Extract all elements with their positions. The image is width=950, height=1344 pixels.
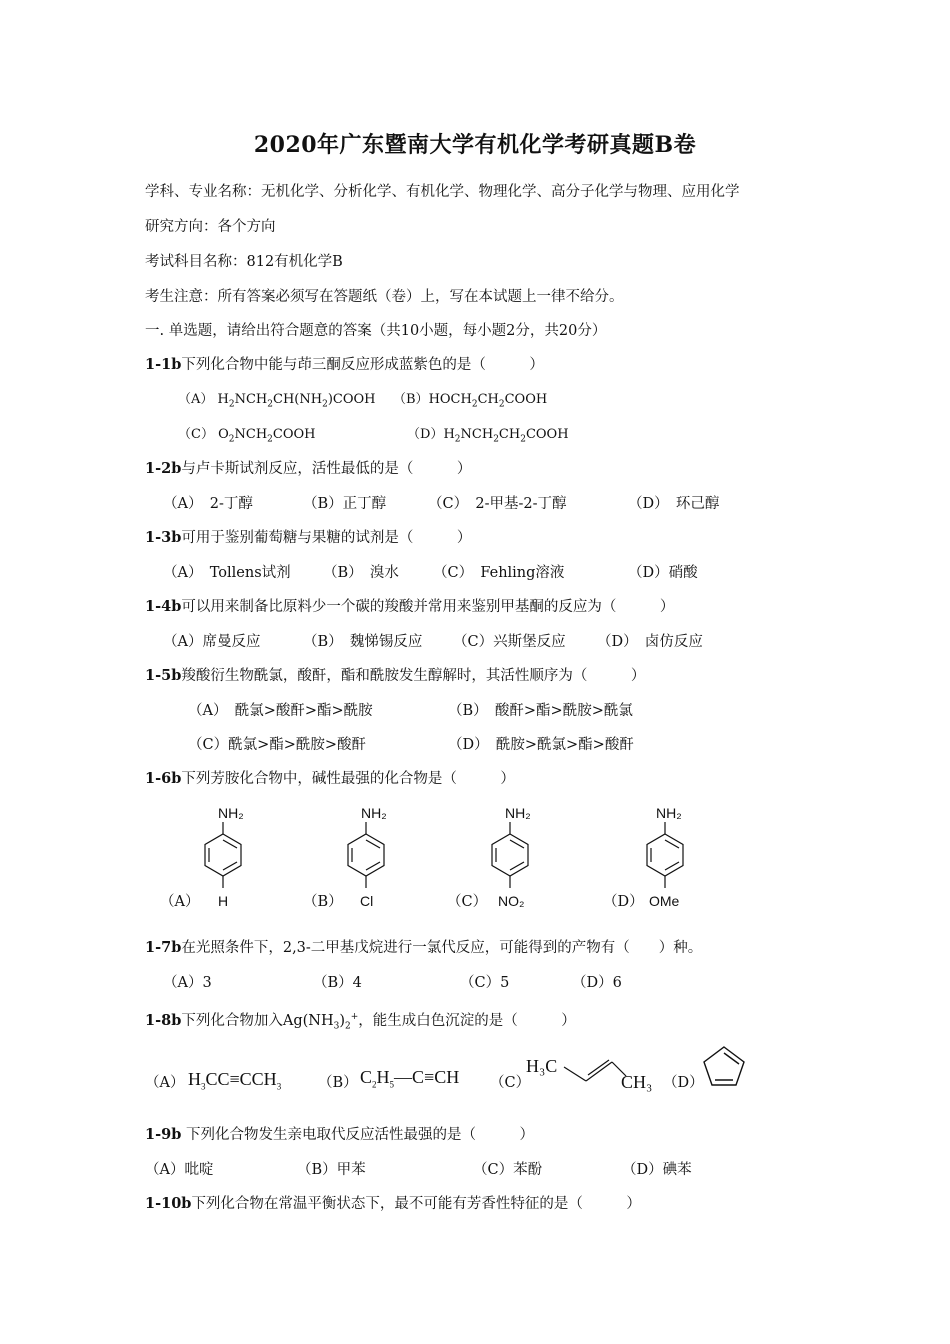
notice-line: 考生注意：所有答案必须写在答题纸（卷）上，写在本试题上一律不给分。: [145, 289, 624, 305]
butyne-formula: $C_2H_5—C\equiv CH$: [360, 1067, 460, 1090]
question-9: 1-9b 下列化合物发生亲电取代反应活性最强的是（ ）: [145, 1126, 534, 1143]
option-b: （B）: [318, 1075, 358, 1091]
option-a: （A） $H_2NCH_2CH(NH_2)COOH$: [178, 392, 376, 410]
option-b: （B）4: [313, 975, 362, 991]
question-3: 1-3b可用于鉴别葡萄糖与果糖的试剂是（ ）: [145, 529, 472, 546]
option-d: （D） 酰胺>酰氯>酯>酸酐: [448, 737, 634, 753]
option-c: （C） $O_2NCH_2COOH$: [178, 427, 316, 445]
question-5: 1-5b羧酸衍生物酰氯，酸酐，酯和酰胺发生醇解时，其活性顺序为（ ）: [145, 667, 646, 684]
option-a: （A） Tollens试剂: [163, 565, 291, 581]
question-6: 1-6b下列芳胺化合物中，碱性最强的化合物是（ ）: [145, 770, 515, 787]
option-d: （D）6: [572, 975, 622, 991]
question-10: 1-10b下列化合物在常温平衡状态下，最不可能有芳香性特征的是（ ）: [145, 1195, 641, 1212]
question-1: [145, 355, 544, 375]
option-d: （D） 环己醇: [628, 496, 720, 512]
question-number: 1-1b: [145, 356, 182, 373]
page-title: 2020年广东暨南大学有机化学考研真题B卷: [253, 132, 697, 158]
aniline-structure-c: [477, 800, 547, 912]
svg-text:OMe: OMe: [649, 893, 680, 909]
amine-label: NH₂: [218, 805, 244, 821]
aniline-structure-a: [190, 800, 260, 912]
option-b: （B） 魏悌锡反应: [303, 634, 423, 650]
methyl-left-label: H₃C: [526, 1056, 558, 1076]
option-a: （A）: [145, 1075, 185, 1091]
substituent-label: H: [218, 893, 229, 909]
butene-structure: [524, 1050, 664, 1098]
question-4: 1-4b可以用来制备比原料少一个碳的羧酸并常用来鉴别甲基酮的反应为（ ）: [145, 598, 675, 615]
option-d: （D）碘苯: [622, 1162, 692, 1178]
question-8: 1-8b下列化合物加入$Ag(NH_3)_2^+$，能生成白色沉淀的是（ ）: [145, 1011, 576, 1032]
option-a: （A）: [160, 894, 200, 910]
option-a: （A）席曼反应: [163, 634, 261, 650]
option-c: （C）5: [460, 975, 510, 991]
svg-text:Cl: Cl: [360, 893, 374, 909]
option-b: （B） 溴水: [323, 565, 399, 581]
option-a: （A） 酰氯>酸酐>酯>酰胺: [188, 703, 373, 719]
option-c: （C） Fehling溶液: [433, 565, 565, 581]
subject-line: 学科、专业名称：无机化学、分析化学、有机化学、物理化学、高分子化学与物理、应用化学: [145, 184, 740, 200]
option-c: （C） 2-甲基-2-丁醇: [428, 496, 567, 512]
cyclopentadiene-structure: [697, 1042, 751, 1092]
question-text: 下列化合物中能与茚三酮反应形成蓝紫色的是（ ）: [181, 357, 544, 373]
option-b: （B）甲苯: [297, 1162, 366, 1178]
question-2: 1-2b与卢卡斯试剂反应，活性最低的是（ ）: [145, 460, 472, 477]
dimethylacetylene-formula: $H_3CC\equiv CCH_3$: [188, 1069, 282, 1092]
svg-text:NH₂: NH₂: [505, 805, 531, 821]
option-a: （A）吡啶: [145, 1162, 214, 1178]
option-d: （D）: [603, 894, 644, 910]
option-d: （D）硝酸: [628, 565, 698, 581]
svg-text:NO₂: NO₂: [498, 893, 525, 909]
option-b: （B）: [303, 894, 343, 910]
option-b: （B）正丁醇: [303, 496, 387, 512]
option-c: （C）苯酚: [473, 1162, 543, 1178]
option-c: （C）酰氯>酯>酰胺>酸酐: [188, 737, 367, 753]
option-b: $(B)HOCH_2CH_2COOH$: [393, 392, 548, 410]
option-a: （A） 2-丁醇: [163, 496, 253, 512]
option-a: （A）3: [163, 975, 212, 991]
option-d: （D）: [663, 1075, 704, 1091]
option-c: （C）: [490, 1075, 531, 1091]
option-c: （C）兴斯堡反应: [453, 634, 566, 650]
aniline-structure-b: [333, 800, 403, 912]
option-d: （D） 卤仿反应: [597, 634, 703, 650]
svg-text:NH₂: NH₂: [656, 805, 682, 821]
option-d: $(D)H_2NCH_2CH_2COOH$: [407, 427, 569, 445]
methyl-right-label: CH₃: [621, 1072, 653, 1092]
exam-name-line: 考试科目名称：812有机化学B: [145, 254, 343, 270]
option-b: （B） 酸酐>酯>酰胺>酰氯: [448, 703, 633, 719]
svg-text:NH₂: NH₂: [361, 805, 387, 821]
section-heading: 一. 单选题，请给出符合题意的答案（共10小题，每小题2分，共20分）: [145, 323, 607, 339]
option-c: （C）: [447, 894, 488, 910]
question-7: 1-7b在光照条件下，2,3-二甲基戊烷进行一氯代反应，可能得到的产物有（ ）种。: [145, 939, 703, 956]
direction-line: 研究方向：各个方向: [145, 219, 276, 235]
